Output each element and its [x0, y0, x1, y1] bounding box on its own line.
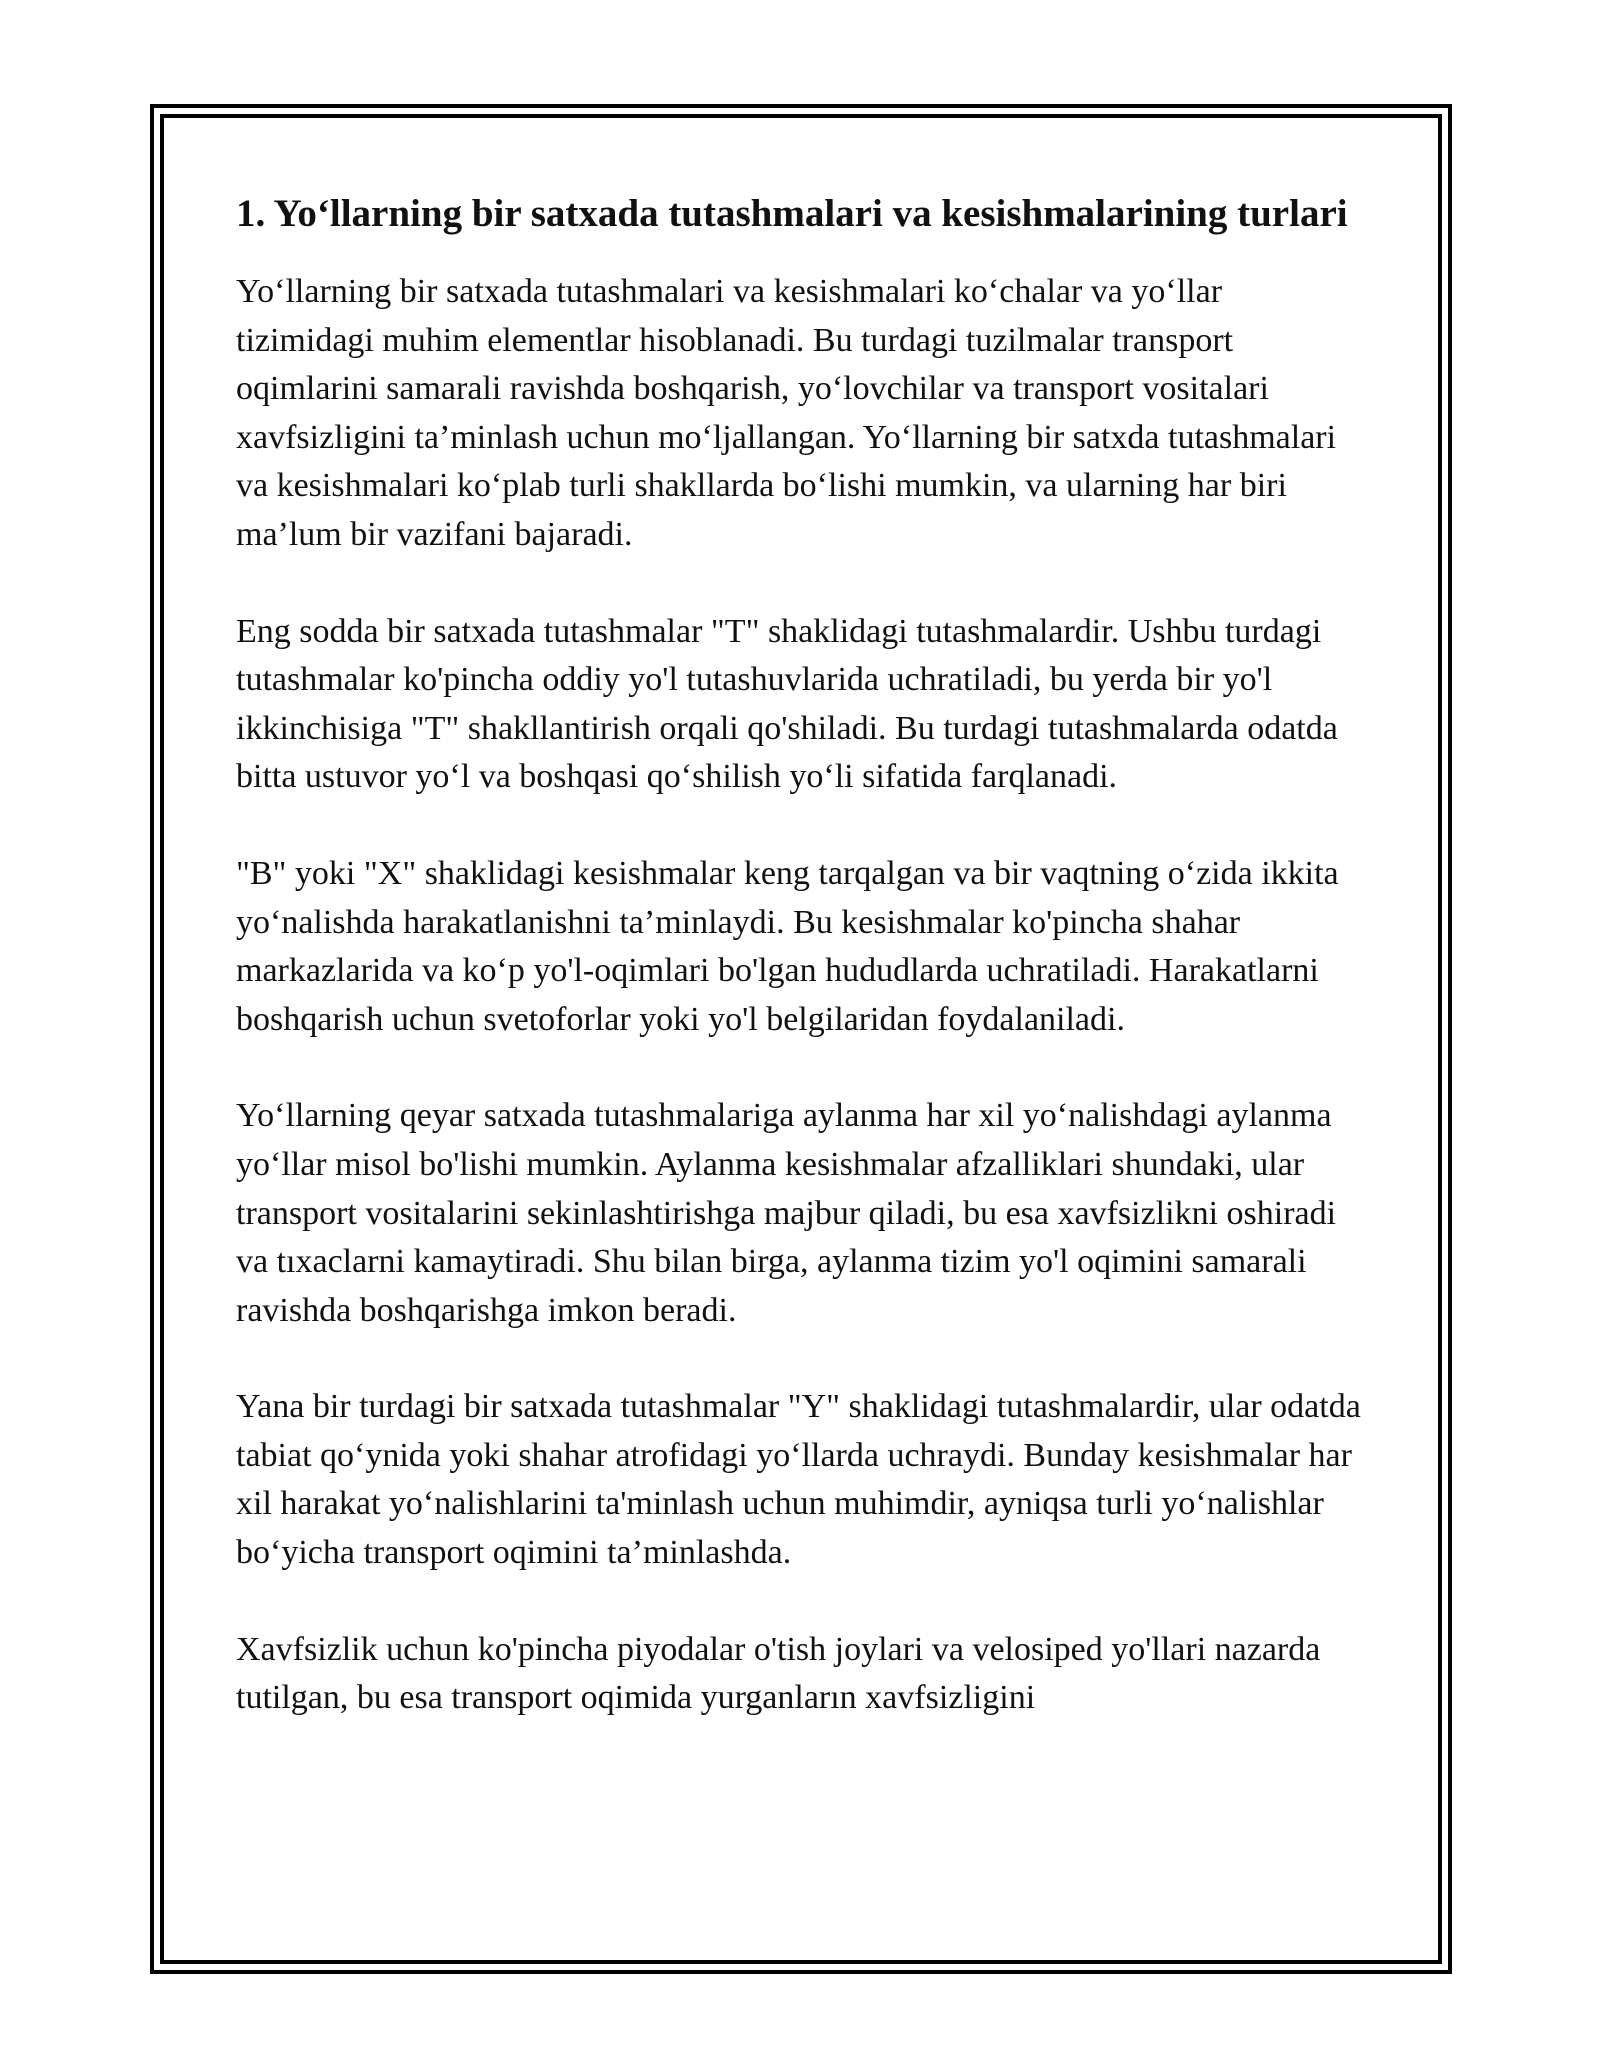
paragraph-3: "B" yoki "X" shaklidagi kesishmalar keng tarqalgan va bir vaqtning o‘zida ikkita yo‘nalishda harakatlanishni ta’minlaydi. Bu kesishmalar ko'pincha shahar markazlarida va ko‘p yo'l-oqimlari bo'lgan hududlarda uchratiladi. Harakatlarni boshqarish uchun svetoforlar yoki yo'l belgilaridan foydalaniladi. [236, 854, 1339, 1038]
paragraph-1: Yo‘llarning bir satxada tutashmalari va kesishmalari ko‘chalar va yo‘llar tizimidagi muhim elementlar hisoblanadi. Bu turdagi tuzilmalar transport oqimlarini samarali ravishda boshqarish, yo‘lovchilar va transport vositalari xavfsizligini ta’minlash uchun mo‘ljallangan. Yo‘llarning bir satxda tutashmalari va kesishmalari ko‘plab turli shakllarda bo‘lishi mumkin, va ularning har biri ma’lum bir vazifani bajaradi. [236, 273, 1337, 553]
paragraph-6: Xavfsizlik uchun ko'pincha piyodalar o'tish joylari va velosiped yo'llari nazarda tutilgan, bu esa transport oqimida yurganların xavfsizligini [236, 1630, 1321, 1717]
paragraph-2: Eng sodda bir satxada tutashmalar "T" shaklidagi tutashmalardir. Ushbu turdagi tutashmalar ko'pincha oddiy yo'l tutashuvlarida uchratiladi, bu yerda bir yo'l ikkinchisiga "T" shakllantirish orqali qo'shiladi. Bu turdagi tutashmalarda odatda bitta ustuvor yo‘l va boshqasi qo‘shilish yo‘li sifatida farqlanadi. [236, 612, 1338, 796]
paragraph-5: Yana bir turdagi bir satxada tutashmalar "Y" shaklidagi tutashmalardir, ular odatda tabiat qo‘ynida yoki shahar atrofidagi yo‘llarda uchraydi. Bunday kesishmalar har xil harakat yo‘nalishlarini ta'minlash uchun muhimdir, ayniqsa turli yo‘nalishlar bo‘yicha transport oqimini ta’minlashda. [236, 1388, 1361, 1572]
document-body [236, 186, 1366, 1771]
paragraph-4: Yo‘llarning qeyar satxada tutashmalariga aylanma har xil yo‘nalishdagi aylanma yo‘llar misol bo'lishi mumkin. Aylanma kesishmalar afzalliklari shundaki, ular transport vositalarini sekinlashtirishga majbur qiladi, bu esa xavfsizlikni oshiradi va tıxaclarni kamaytiradi. Shu bilan birga, aylanma tizim yo'l oqimini samarali ravishda boshqarishga imkon beradi. [236, 1097, 1337, 1329]
section-heading: 1. Yo‘llarning bir satxada tutashmalari va kesishmalarining turlari [236, 192, 1348, 235]
